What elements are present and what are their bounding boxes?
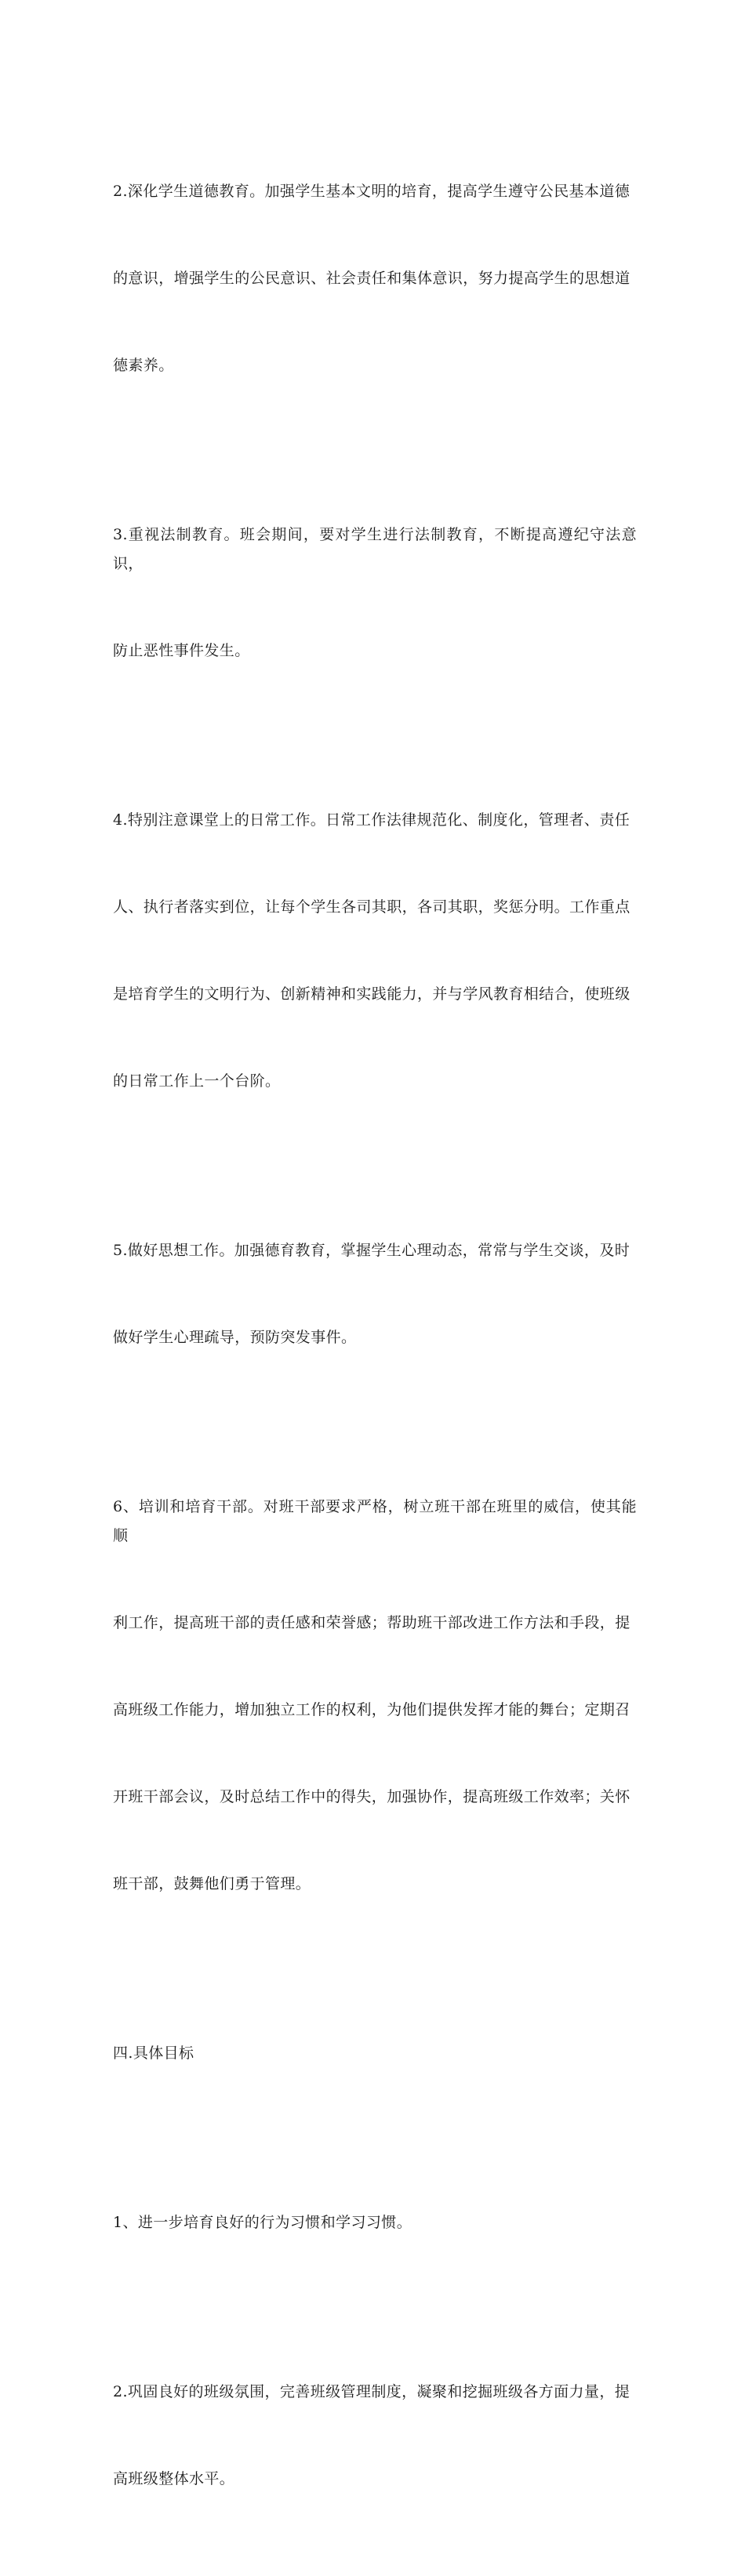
text-line: 做好学生心理疏导，预防突发事件。 bbox=[113, 1329, 357, 1346]
text-line: 6、培训和培育干部。对班干部要求严格，树立班干部在班里的威信，使其能顺 bbox=[113, 1498, 637, 1544]
text-line: 人、执行者落实到位，让每个学生各司其职，各司其职，奖惩分明。工作重点 bbox=[113, 898, 631, 916]
paragraph-goal-class-atmosphere bbox=[113, 2320, 637, 2552]
text-line: 防止恶性事件发生。 bbox=[113, 642, 250, 659]
text-line: 2.深化学生道德教育。加强学生基本文明的培育，提高学生遵守公民基本道德 bbox=[113, 183, 631, 200]
text-line: 利工作，提高班干部的责任感和荣誉感；帮助班干部改进工作方法和手段，提 bbox=[113, 1614, 631, 1631]
text-line: 高班级整体水平。 bbox=[113, 2470, 235, 2487]
paragraph-legal-education bbox=[113, 463, 637, 724]
paragraph-moral-education bbox=[113, 119, 637, 438]
text-line: 开班干部会议，及时总结工作中的得失，加强协作，提高班级工作效率；关怀 bbox=[113, 1788, 631, 1805]
text-line: 四.具体目标 bbox=[113, 2044, 194, 2062]
document-page bbox=[113, 119, 637, 2576]
paragraph-ideological-work bbox=[113, 1178, 637, 1410]
text-line: 高班级工作能力，增加独立工作的权利，为他们提供发挥才能的舞台；定期召 bbox=[113, 1701, 631, 1718]
section-heading-goals bbox=[113, 1981, 637, 2126]
text-line: 1、进一步培育良好的行为习惯和学习习惯。 bbox=[113, 2214, 412, 2231]
text-line: 2.巩固良好的班级氛围，完善班级管理制度，凝聚和挖掘班级各方面力量，提 bbox=[113, 2383, 631, 2400]
text-line: 4.特别注意课堂上的日常工作。日常工作法律规范化、制度化，管理者、责任 bbox=[113, 811, 631, 829]
paragraph-cadre-training bbox=[113, 1435, 637, 1957]
paragraph-daily-work bbox=[113, 748, 637, 1154]
text-line: 5.做好思想工作。加强德育教育，掌握学生心理动态，常常与学生交谈，及时 bbox=[113, 1242, 631, 1259]
text-line: 的日常工作上一个台阶。 bbox=[113, 1072, 281, 1090]
text-line: 是培育学生的文明行为、创新精神和实践能力，并与学风教育相结合，使班级 bbox=[113, 985, 631, 1003]
text-line: 班干部，鼓舞他们勇于管理。 bbox=[113, 1875, 311, 1892]
paragraph-goal-habits bbox=[113, 2150, 637, 2295]
text-line: 的意识，增强学生的公民意识、社会责任和集体意识，努力提高学生的思想道 bbox=[113, 270, 631, 287]
text-line: 德素养。 bbox=[113, 357, 174, 374]
text-line: 3.重视法制教育。班会期间，要对学生进行法制教育，不断提高遵纪守法意识， bbox=[113, 526, 637, 572]
